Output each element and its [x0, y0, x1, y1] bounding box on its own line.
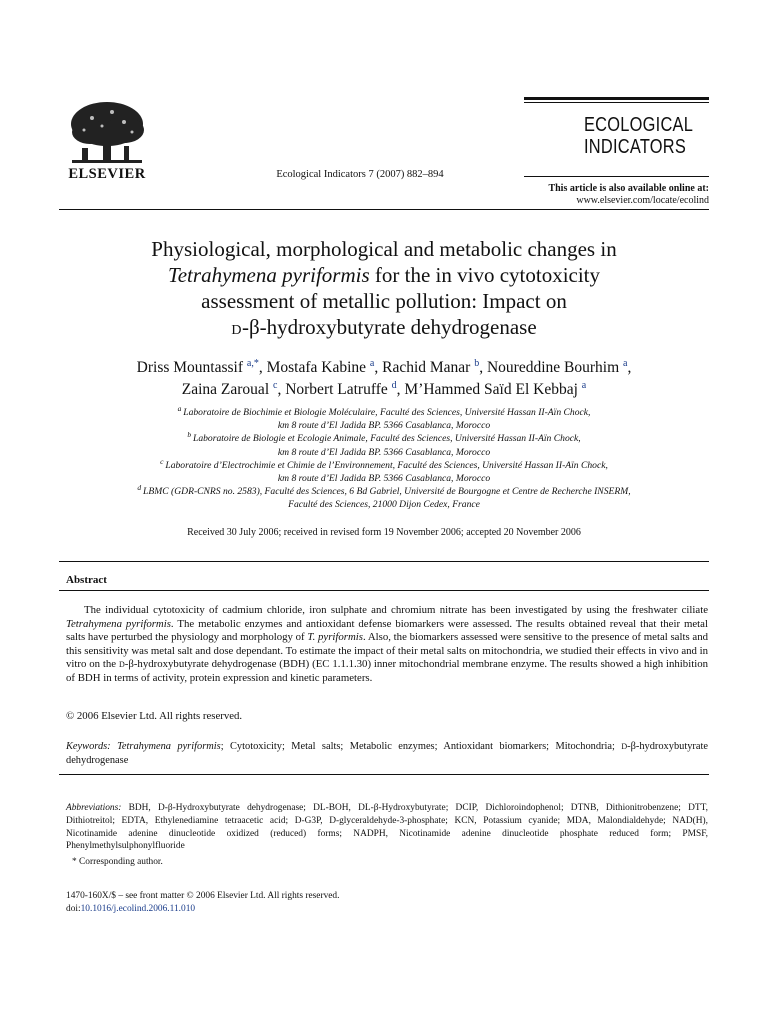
front-matter-info — [66, 890, 339, 916]
abstract-heading: Abstract — [66, 574, 107, 586]
journal-rule-top — [524, 97, 709, 100]
author-name[interactable]: Rachid Manar — [382, 359, 471, 376]
journal-rule-bottom — [524, 176, 709, 177]
journal-name-line2: INDICATORS — [584, 136, 687, 158]
header-divider — [59, 209, 709, 210]
online-availability-label: This article is also available online at: — [548, 183, 709, 194]
abstract-text: The individual cytotoxicity of cadmium chloride, iron sulphate and chromium nitrate has been investigated by using the freshwater ciliate Tetrahymena pyriformis. The metabolic enzymes and antioxidant defense biomarkers were assessed. The results obtained reveal that their metal salts have perturbed the physiology and morphology of T. pyriformis. Also, the biomarkers assessed were sensitive to the presence of metal salts and this sensitivity was metal salt and dose dependant. To estimate the impact of their metal salts on mitochondria, we studied their effects in vivo and in vitro on the D-β-hydroxybutyrate dehydrogenase (BDH) (EC 1.1.1.30) inner mitochondrial membrane enzyme. The results showed a high inhibition of BDH in terms of activity, protein expression and kinetic parameters. — [66, 604, 709, 684]
affiliation-c: $^c$ Laboratoire d’Electrochimie et Chimie de l’Environnement, Faculté des Sciences, Université Hassan II-Aïn Chock, — [160, 456, 608, 471]
abstract-copyright: © 2006 Elsevier Ltd. All rights reserved. — [66, 710, 243, 722]
publisher-name: ELSEVIER — [68, 166, 146, 182]
author-line-1: Driss Mountassif $^{a,*}$, Mostafa Kabine $^a$, Rachid Manar $^b$, Noureddine Bourhim $^a$, — [136, 357, 632, 376]
keywords: Keywords: Tetrahymena pyriformis; Cytotoxicity; Metal salts; Metabolic enzymes; Antioxidant biomarkers; Mitochondria; D-β-hydroxybutyrate dehydrogenase — [66, 741, 708, 766]
affiliation-d: $^d$ LBMC (GDR-CNRS no. 2583), Faculté des Sciences, 6 Bd Gabriel, Université de Bourgogne et Centre de Recherche INSERM, — [137, 483, 631, 498]
affiliation-marker[interactable]: b — [474, 357, 480, 369]
title-line-4: D-β-hydroxybutyrate dehydrogenase — [231, 315, 537, 339]
article-title — [70, 236, 698, 344]
doi-link[interactable]: 10.1016/j.ecolind.2006.11.010 — [80, 904, 196, 914]
title-line-2: Tetrahymena pyriformis for the in vivo cytotoxicity — [167, 263, 601, 287]
journal-citation: Ecological Indicators 7 (2007) 882–894 — [276, 169, 444, 180]
abstract-divider — [59, 590, 709, 591]
affiliation-marker[interactable]: a — [581, 379, 587, 391]
affiliation-marker[interactable]: a — [369, 357, 375, 369]
affiliation-marker[interactable]: a,* — [246, 357, 259, 369]
affiliation-b-address: km 8 route d’El Jadida BP. 5366 Casablanca, Morocco — [277, 446, 491, 458]
abbreviations-footnote: Abbreviations: BDH, D-β-Hydroxybutyrate dehydrogenase; DL-BOH, DL-β-Hydroxybutyrate; DCIP, Dichloroindophenol; DTNB, Dithionitrobenzene; DTT, Dithiotreitol; EDTA, Ethylenediamine tetraacetic acid; D-G3P, D-glyceraldehyde-3-phosphate; KCN, Potassium cyanide; MDA, Malondialdehyde; NAD(H), Nicotinamide adenine dinucleotide oxidized (reduced) forms; NADPH, Nicotinamide adenine dinucleotide phosphate reduced form; PMSF, Phenylmethylsulphonylfluoride — [66, 803, 708, 852]
keywords-label: Keywords: — [66, 741, 111, 752]
author-name[interactable]: Mostafa Kabine — [266, 359, 367, 376]
received-dates: Received 30 July 2006; received in revised form 19 November 2006; accepted 20 November 2006 — [187, 527, 581, 538]
title-line-1: Physiological, morphological and metabolic changes in — [151, 237, 617, 261]
affiliation-b: $^b$ Laboratoire de Biologie et Ecologie Animale, Faculté des Sciences, Université Hassan II-Aïn Chock, — [187, 430, 581, 445]
affiliation-list — [60, 403, 708, 512]
abbreviations-label: Abbreviations: — [66, 803, 122, 813]
corresponding-author-note: * Corresponding author. — [72, 857, 163, 867]
author-name[interactable]: Driss Mountassif — [136, 359, 244, 376]
affiliation-marker[interactable]: a — [623, 357, 628, 369]
title-line-3: assessment of metallic pollution: Impact on — [201, 289, 567, 313]
affiliation-c-address: km 8 route d’El Jadida BP. 5366 Casablanca, Morocco — [277, 473, 491, 485]
affiliation-a-address: km 8 route d’El Jadida BP. 5366 Casablanca, Morocco — [277, 420, 491, 432]
author-name[interactable]: M’Hammed Saïd El Kebbaj — [404, 381, 578, 398]
issn-line: 1470-160X/$ – see front matter © 2006 Elsevier Ltd. All rights reserved. — [66, 891, 340, 901]
journal-url-link[interactable]: www.elsevier.com/locate/ecolind — [576, 195, 709, 206]
author-list — [60, 357, 708, 401]
author-name[interactable]: Norbert Latruffe — [285, 381, 388, 398]
affiliation-marker[interactable]: c — [273, 379, 278, 391]
journal-name — [584, 114, 693, 158]
abstract-divider-top — [59, 561, 709, 562]
affiliation-a: $^a$ Laboratoire de Biochimie et Biologie Moléculaire, Faculté des Sciences, Université Hassan II-Aïn Chock, — [177, 403, 591, 418]
doi-line: doi:10.1016/j.ecolind.2006.11.010 — [66, 904, 196, 914]
affiliation-marker[interactable]: d — [391, 379, 397, 391]
author-name[interactable]: Zaina Zaroual — [181, 381, 270, 398]
author-line-2: Zaina Zaroual $^c$, Norbert Latruffe $^d$, M’Hammed Saïd El Kebbaj $^a$ — [181, 379, 587, 398]
journal-rule-top-thin — [524, 102, 709, 103]
keywords-divider — [59, 774, 709, 775]
affiliation-d-address: Faculté des Sciences, 21000 Dijon Cedex, France — [288, 499, 480, 511]
author-name[interactable]: Noureddine Bourhim — [486, 359, 620, 376]
journal-name-line1: ECOLOGICAL — [584, 114, 694, 136]
